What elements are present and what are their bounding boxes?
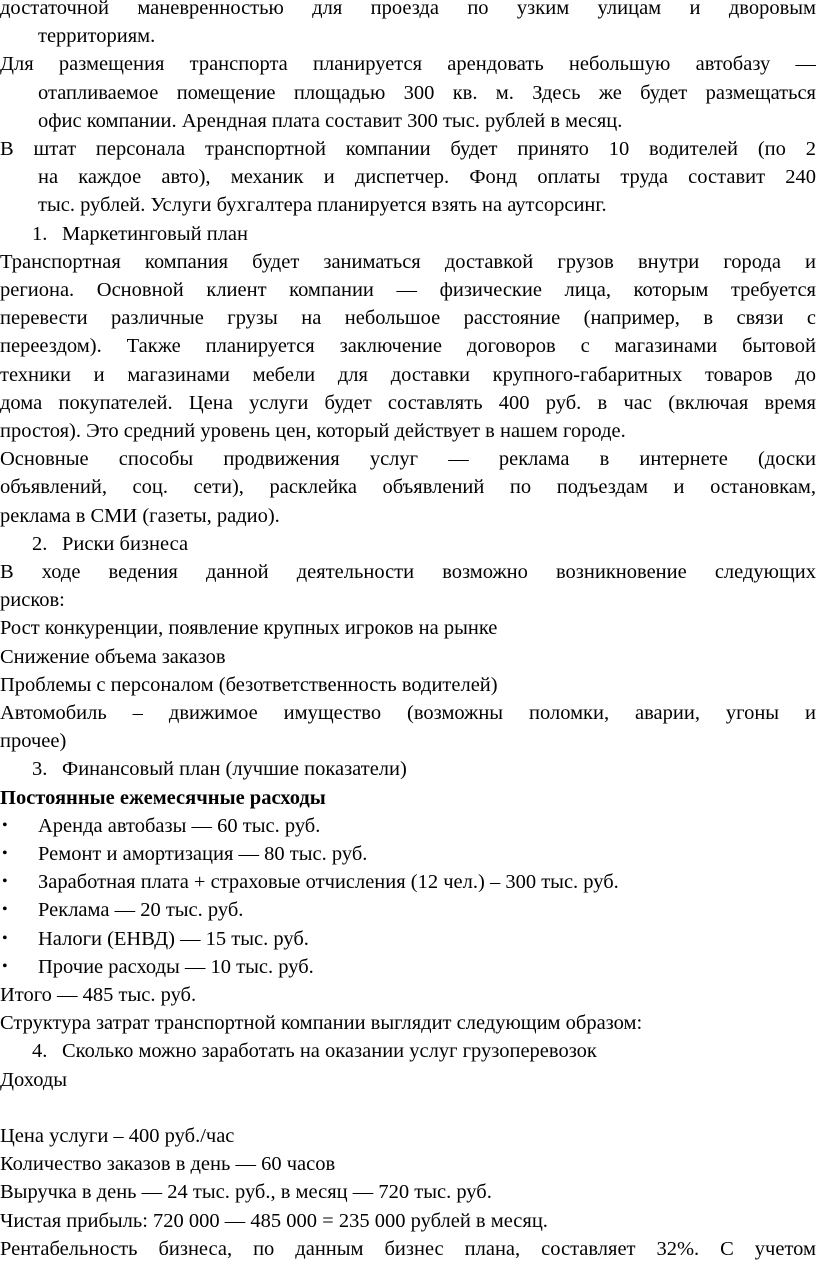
list-item: Ремонт и амортизация — 80 тыс. руб. (38, 843, 368, 865)
section-heading: Сколько можно заработать на оказании услуг грузоперевозок (62, 1040, 597, 1063)
bullet-icon: • (2, 957, 8, 975)
list-number: 3. (32, 758, 48, 781)
paragraph-line: объявлений, соц. сети), расклейка объявлений по подъездам и остановкам, (0, 476, 816, 499)
paragraph-line: Итого — 485 тыс. руб. (0, 984, 197, 1006)
paragraph-line: тыс. рублей. Услуги бухгалтера планируется взять на аутсорсинг. (38, 194, 607, 217)
paragraph-line: региона. Основной клиент компании — физические лица, которым требуется (0, 279, 816, 301)
paragraph-line: офис компании. Арендная плата составит 300 тыс. рублей в месяц. (38, 109, 623, 132)
paragraph-line: В штат персонала транспортной компании будет принято 10 водителей (по 2 (0, 138, 816, 160)
paragraph-line: Снижение объема заказов (0, 645, 226, 668)
list-item: Заработная плата + страховые отчисления (12 чел.) – 300 тыс. руб. (38, 871, 619, 894)
bullet-icon: • (2, 845, 8, 862)
paragraph-line: Количество заказов в день — 60 часов (0, 1153, 336, 1176)
paragraph-line: территориям. (38, 25, 156, 48)
paragraph-line: Проблемы с персоналом (безответственность водителей) (0, 673, 498, 696)
paragraph-line: Транспортная компания будет заниматься доставкой грузов внутри города и (0, 250, 816, 273)
paragraph-line: Выручка в день — 24 тыс. руб., в месяц — 720 тыс. руб. (0, 1181, 492, 1204)
paragraph-line: переездом). Также планируется заключение договоров с магазинами бытовой (0, 335, 816, 358)
paragraph-line: перевести различные грузы на небольшое расстояние (например, в связи с (0, 307, 816, 330)
paragraph-line: отапливаемое помещение площадью 300 кв. м. Здесь же будет размещаться (38, 81, 816, 104)
paragraph-line: техники и магазинами мебели для доставки крупного-габаритных товаров до (0, 363, 816, 386)
paragraph-line: прочее) (0, 730, 67, 753)
paragraph-line: Цена услуги – 400 руб./час (0, 1125, 235, 1147)
bold-heading: Постоянные ежемесячные расходы (0, 786, 326, 809)
list-item: Реклама — 20 тыс. руб. (38, 899, 244, 922)
paragraph-line: рисков: (0, 589, 65, 612)
paragraph-line: Основные способы продвижения услуг — реклама в интернете (доски (0, 448, 816, 471)
paragraph-line: Структура затрат транспортной компании выглядит следующим образом: (0, 1012, 643, 1035)
list-number: 1. (32, 222, 48, 245)
list-number: 4. (32, 1040, 48, 1063)
section-heading: Маркетинговый план (62, 222, 248, 245)
paragraph-line: дома покупателей. Цена услуги будет составлять 400 руб. в час (включая время (0, 391, 816, 414)
paragraph-line: достаточной маневренностью для проезда по узким улицам и дворовым (0, 0, 816, 19)
paragraph-line: Автомобиль – движимое имущество (возможны поломки, аварии, угоны и (0, 702, 816, 724)
paragraph-line: Для размещения транспорта планируется арендовать небольшую автобазу — (0, 53, 816, 76)
bullet-icon: • (2, 816, 8, 834)
section-heading: Риски бизнеса (62, 532, 189, 555)
paragraph-line: Доходы (0, 1068, 68, 1091)
paragraph-line: Рентабельность бизнеса, по данным бизнес плана, составляет 32%. С учетом (0, 1237, 816, 1260)
paragraph-line: В ходе ведения данной деятельности возможно возникновение следующих (0, 561, 816, 583)
list-item: Прочие расходы — 10 тыс. руб. (38, 955, 314, 978)
paragraph-line: Рост конкуренции, появление крупных игроков на рынке (0, 617, 498, 640)
paragraph-line: на каждое авто), механик и диспетчер. Фонд оплаты труда составит 240 (38, 166, 816, 189)
bullet-icon: • (2, 901, 8, 919)
list-item: Налоги (ЕНВД) — 15 тыс. руб. (38, 927, 309, 950)
bullet-icon: • (2, 929, 8, 947)
list-item: Аренда автобазы — 60 тыс. руб. (38, 814, 321, 837)
paragraph-line: простоя). Это средний уровень цен, который действует в нашем городе. (0, 420, 626, 442)
paragraph-line: Чистая прибыль: 720 000 — 485 000 = 235 000 рублей в месяц. (0, 1209, 548, 1232)
bullet-icon: • (2, 873, 8, 891)
list-number: 2. (32, 532, 48, 555)
section-heading: Финансовый план (лучшие показатели) (62, 758, 407, 781)
paragraph-line: реклама в СМИ (газеты, радио). (0, 504, 280, 527)
